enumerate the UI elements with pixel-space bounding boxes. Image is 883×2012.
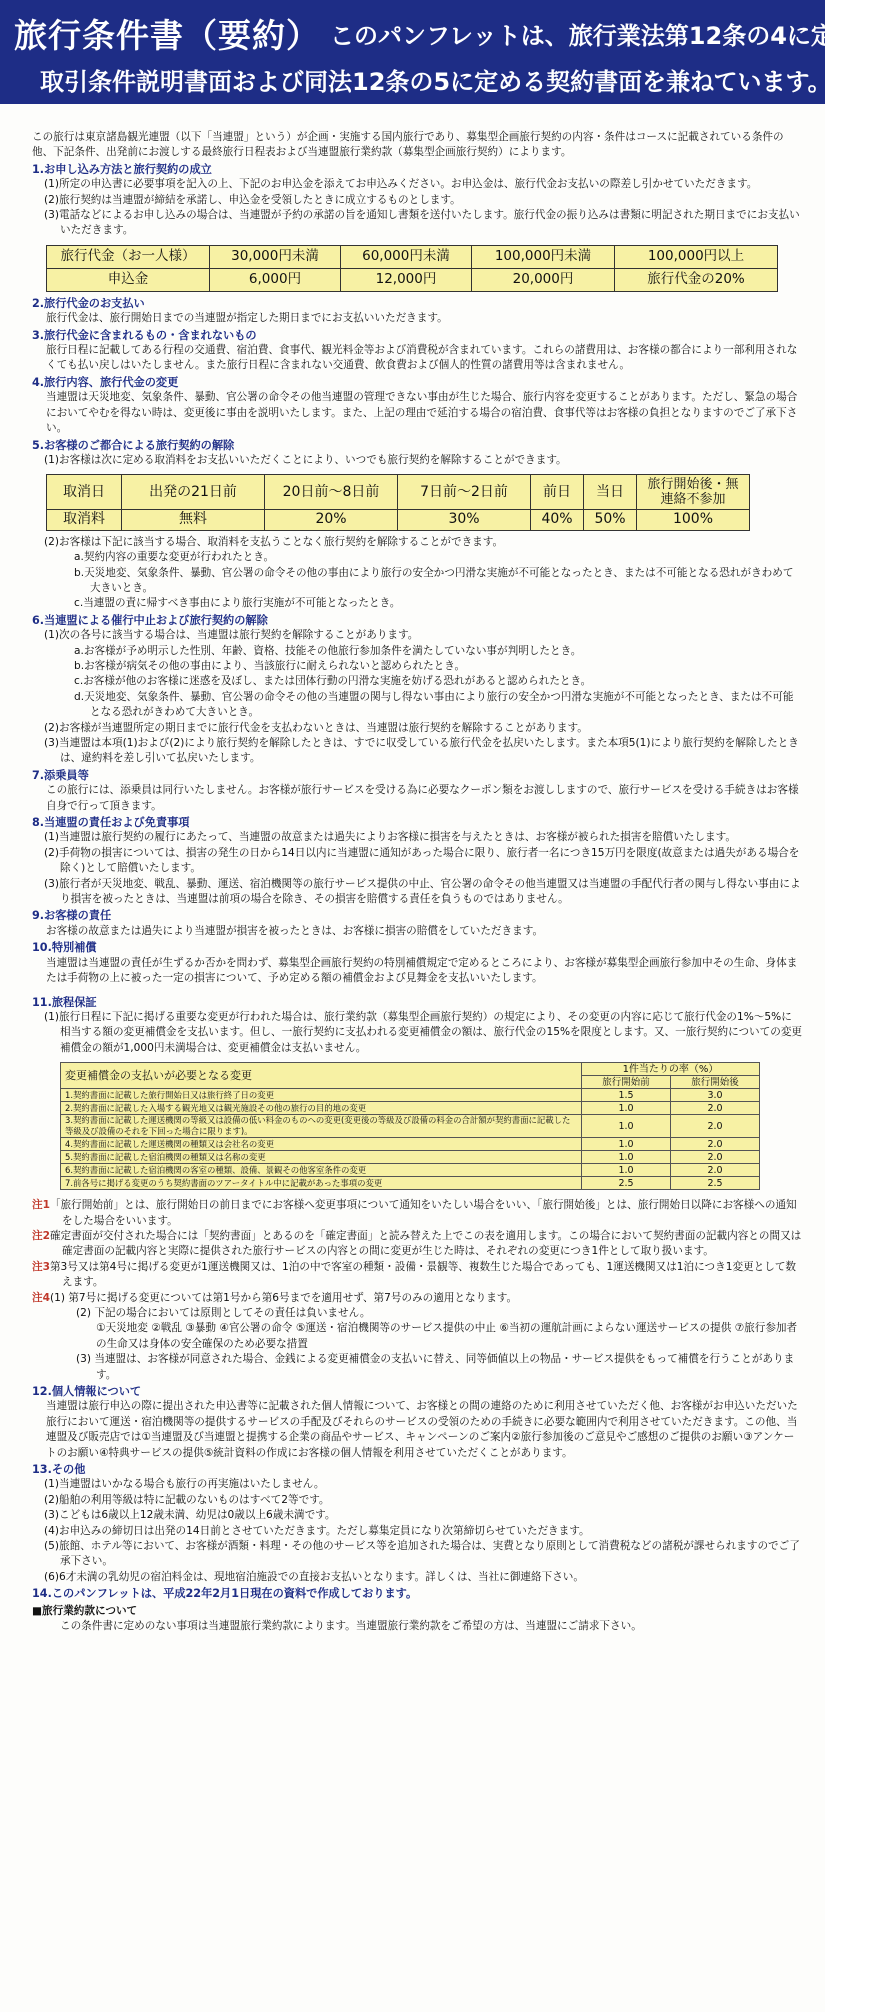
note-4 <box>32 1291 802 1306</box>
section-14-heading: 14.このパンフレットは、平成22年2月1日現在の資料で作成しております。 <box>32 1587 418 1601</box>
table-cell: 1.契約書面に記載した旅行開始日又は旅行終了日の変更 <box>61 1089 582 1102</box>
table-cell: 無料 <box>122 510 265 530</box>
table-cell: 5.契約書面に記載した宿泊機関の種類又は名称の変更 <box>61 1151 582 1164</box>
table-cell: 20日前～8日前 <box>265 475 398 510</box>
section-7-text: この旅行には、添乗員は同行いたしません。お客様が旅行サービスを受ける為に必要なクーポン類をお渡ししますので、旅行サービスを受ける手続きはお客様自身で行って頂きます。 <box>46 784 799 812</box>
document-title: 旅行条件書（要約） <box>14 16 320 55</box>
section-11-text: (1)旅行日程に下記に掲げる重要な変更が行われた場合は、旅行業約款（募集型企画旅行契約）の規定により、その変更の内容に応じて旅行代金の1%～5%に相当する額の変更補償金を支払います。但し、一旅行契約に支払われる変更補償金の額は、旅行代金の15%を限度とします。又、一旅行契約についての変更補償金の額が1,000円未満場合は、変更補償金は支払いません。 <box>44 1010 803 1054</box>
table-cell: 取消料 <box>47 510 122 530</box>
section-6-sub: d.天災地変、気象条件、暴動、官公署の命令その他の当連盟の関与し得ない事由により旅行の安全かつ円滑な実施が不可能となったとき、または不可能となる恐れがきわめて大きいとき。 <box>74 690 794 719</box>
table-cell: 出発の21日前 <box>122 475 265 510</box>
note-2 <box>32 1229 802 1260</box>
table-cell: 3.0 <box>671 1089 760 1102</box>
section-1-item: (1)所定の申込書に必要事項を記入の上、下記のお申込金を添えてお申込みください。お申込金は、旅行代金お支払いの際差し引かせていただきます。 <box>44 178 758 191</box>
note-4-item: (2) 下記の場合においては原則としてその責任は負いません。 <box>76 1306 371 1319</box>
section-5-heading: 5.お客様のご都合による旅行契約の解除 <box>32 438 235 452</box>
table-row <box>61 1177 760 1190</box>
table-cell: 50% <box>584 510 637 530</box>
section-13-item: (3)こどもは6歳以上12歳未満、幼児は0歳以上6歳未満です。 <box>44 1509 336 1522</box>
table-cell: 20% <box>265 510 398 530</box>
table-cell: 当日 <box>584 475 637 510</box>
table-cell: 1.0 <box>582 1138 671 1151</box>
section-13-heading: 13.その他 <box>32 1463 86 1477</box>
note-4-item: ①天災地変 ②戦乱 ③暴動 ④官公署の命令 ⑤運送・宿泊機関等のサービス提供の中止 ⑥当初の運航計画によらない運送サービスの提供 ⑦旅行参加者の生命又は身体の安全確保のため必要な措置 <box>96 1322 798 1350</box>
table-cell: 1.0 <box>582 1164 671 1177</box>
table-cell: 7日前～2日前 <box>398 475 531 510</box>
section-3-text: 旅行日程に記載してある行程の交通費、宿泊費、食事代、観光料金等および消費税が含まれています。これらの諸費用は、お客様の都合により一部利用されなくても払い戻しはいたしません。また旅行日程に含まれない交通費、飲食費および個人的性質の諸費用等は含まれません。 <box>46 344 798 372</box>
table-row <box>47 268 778 291</box>
table-cell: 1.0 <box>582 1115 671 1138</box>
table-cell: 1.5 <box>582 1089 671 1102</box>
note-tag: 注4 <box>32 1291 50 1304</box>
table-cell: 2.5 <box>582 1177 671 1190</box>
table-row <box>61 1089 760 1102</box>
table-cell: 6,000円 <box>210 268 341 291</box>
section-9-heading: 9.お客様の責任 <box>32 909 112 923</box>
note-tag: 注1 <box>32 1199 50 1212</box>
section-6-p3: (3)当連盟は本項(1)および(2)により旅行契約を解除したときは、すでに収受している旅行代金を払戻いたします。また本項5(1)により旅行契約を解除したときは、違約料を差し引いて払戻いたします。 <box>44 737 799 765</box>
section-7-heading: 7.添乗員等 <box>32 768 89 782</box>
table-header: 旅行開始前 <box>582 1076 671 1089</box>
table-row <box>61 1115 760 1138</box>
table-header: 変更補償金の支払いが必要となる変更 <box>61 1063 582 1089</box>
section-6-heading: 6.当連盟による催行中止および旅行契約の解除 <box>32 613 268 627</box>
note-1 <box>32 1198 802 1229</box>
table-cell: 1.0 <box>582 1151 671 1164</box>
section-8-item: (1)当連盟は旅行契約の履行にあたって、当連盟の故意または過失によりお客様に損害を与えたときは、お客様が被られた損害を賠償いたします。 <box>44 831 736 844</box>
table-cell: 100,000円以上 <box>615 245 778 268</box>
table-row <box>47 475 750 510</box>
note-tag: 注2 <box>32 1229 50 1242</box>
banner-line-1: このパンフレットは、旅行業法第12条の4に定める <box>330 22 883 50</box>
table-cell: 100% <box>637 510 750 530</box>
note-text: 確定書面が交付された場合には「契約書面」とあるのを「確定書面」と読み替えた上でこの表を適用します。この場合において契約書面の記載内容との間又は確定書面の記載内容と実際に提供された旅行サービスの内容との間に変更が生じた時は、それぞれの変更につき1件として取り扱います。 <box>49 1229 802 1258</box>
table-row <box>61 1102 760 1115</box>
table-cell: 30% <box>398 510 531 530</box>
section-5-p1: (1)お客様は次に定める取消料をお支払いいただくことにより、いつでも旅行契約を解除することができます。 <box>44 453 567 466</box>
table-cell: 旅行代金（お一人様） <box>47 245 210 268</box>
table-cell: 2.0 <box>671 1115 760 1138</box>
section-10-text: 当連盟は当連盟の責任が生ずるか否かを問わず、募集型企画旅行契約の特別補償規定で定めるところにより、お客様が募集型企画旅行参加中その生命、身体または手荷物の上に被った一定の損害について、予め定める額の補償金および見舞金を支払いいたします。 <box>46 956 798 985</box>
table-cell: 2.0 <box>671 1138 760 1151</box>
section-9-text: お客様の故意または過失により当連盟が損害を被ったときは、お客様に損害の賠償をしていただきます。 <box>46 924 544 937</box>
table-cell: 2.契約書面に記載した入場する観光地又は観光施設その他の旅行の目的地の変更 <box>61 1102 582 1115</box>
document-body <box>32 130 802 1635</box>
section-6-sub: c.お客様が他のお客様に迷惑を及ぼし、または団体行動の円滑な実施を妨げる恐れがあると認められたとき。 <box>74 675 592 688</box>
section-5-sub: c.当連盟の責に帰すべき事由により旅行実施が不可能となったとき。 <box>74 597 401 610</box>
section-4-text: 当連盟は天災地変、気象条件、暴動、官公署の命令その他当連盟の管理できない事由が生じた場合、旅行内容を変更することがあります。ただし、緊急の場合においてやむを得ない時は、変更後に事由を説明いたします。また、上記の理由で延泊する場合の宿泊費、食事代等はお客様の負担となりますのでご了承下さい。 <box>46 391 798 435</box>
section-12-heading: 12.個人情報について <box>32 1385 142 1398</box>
table-row <box>47 245 778 268</box>
table-row <box>61 1151 760 1164</box>
table-cell: 旅行開始後・無連絡不参加 <box>637 475 750 510</box>
section-1-item: (2)旅行契約は当連盟が締結を承諾し、申込金を受領したときに成立するものとします。 <box>44 193 461 206</box>
note-3 <box>32 1260 802 1291</box>
table-cell: 100,000円未満 <box>472 245 615 268</box>
note-text: 「旅行開始前」とは、旅行開始日の前日までにお客様へ変更事項について通知をいたしい場合をいい、「旅行開始後」とは、旅行開始日以降にお客様への通知をした場合をいいます。 <box>49 1199 797 1227</box>
note-4-item: (3) 当連盟は、お客様が同意された場合、金銭による変更補償金の支払いに替え、同等価値以上の物品・サービス提供をもって補償を行うことがあります。 <box>76 1353 795 1381</box>
table-cell: 1.0 <box>582 1102 671 1115</box>
section-13-item: (5)旅館、ホテル等において、お客様が酒類・料理・その他のサービス等を追加された場合は、実費となり原則として消費税などの諸税が課せられますのでご了承下さい。 <box>44 1540 800 1568</box>
note-text: (1) 第7号に掲げる変更については第1号から第6号までを適用せず、第7号のみの適用となります。 <box>49 1291 518 1304</box>
section-8-item: (3)旅行者が天災地変、戦乱、暴動、運送、宿泊機関等の旅行サービス提供の中止、官公署の命令その他当連盟又は当連盟の手配代行者の関与し得ない事由により損害を被ったときは、当連盟は前項の場合を除き、その損害を賠償する責任を負うものではありません。 <box>44 877 801 906</box>
note-text: 第3号又は第4号に掲げる変更が1運送機関又は、1泊の中で客室の種類・設備・景観等、複数生じた場合であっても、1運送機関又は1泊につき1変更として数えます。 <box>49 1260 797 1289</box>
section-1-item: (3)電話などによるお申し込みの場合は、当連盟が予約の承諾の旨を通知し書類を送付いたします。旅行代金の振り込みは書類に明記された期日までにお支払いいただきます。 <box>44 209 800 237</box>
table-cell: 6.契約書面に記載した宿泊機関の客室の種類、設備、景観その他客室条件の変更 <box>61 1164 582 1177</box>
banner-line-2: 取引条件説明書面および同法12条の5に定める契約書面を兼ねています。 <box>40 68 832 96</box>
table-cell: 2.0 <box>671 1151 760 1164</box>
section-8-item: (2)手荷物の損害については、損害の発生の日から14日以内に当連盟に通知があった場合に限り、旅行者一名につき15万円を限度(故意または過失がある場合を除く)として賠償いたします。 <box>44 846 800 875</box>
section-6-sub: b.お客様が病気その他の事由により、当該旅行に耐えられないと認められたとき。 <box>74 659 466 672</box>
table-cell: 前日 <box>531 475 584 510</box>
section-13-item: (6)6才未満の乳幼児の宿泊料金は、現地宿泊施設での直接お支払いとなります。詳しくは、当社に御連絡下さい。 <box>44 1570 584 1583</box>
deposit-table <box>46 245 778 292</box>
section-12-text: 当連盟は旅行申込の際に提出された申込書等に記載された個人情報について、お客様との間の連絡のために利用させていただく他、お客様がお申込いただいた旅行において運送・宿泊機関等の提供するサービスの手配及びそれらのサービスの受領のための手続きに必要な範囲内で利用させていただきます。この他、当連盟及び販売店では①当連盟及び当連盟と提携する企業の商品やサービス、キャンペーンのご案内②旅行参加後のご意見やご感想のご提供のお願い③アンケートのお願い④特典サービスの提供⑤統計資料の作成にお客様の個人情報を利用させていただくことがあります。 <box>46 1400 798 1459</box>
section-6-p2: (2)お客様が当連盟所定の期日までに旅行代金を支払わないときは、当連盟は旅行契約を解除することがあります。 <box>44 721 588 734</box>
table-cell: 30,000円未満 <box>210 245 341 268</box>
table-cell: 12,000円 <box>341 268 472 291</box>
section-3-heading: 3.旅行代金に含まれるもの・含まれないもの <box>32 328 257 342</box>
section-5-sub: a.契約内容の重要な変更が行われたとき。 <box>74 551 275 564</box>
table-cell: 2.0 <box>671 1164 760 1177</box>
section-1-heading: 1.お申し込み方法と旅行契約の成立 <box>32 162 212 176</box>
section-13-item: (4)お申込みの締切日は出発の14日前とさせていただきます。ただし募集定員になり次第締切らせていただきます。 <box>44 1524 590 1537</box>
section-8-heading: 8.当連盟の責任および免責事項 <box>32 816 190 830</box>
footer-text: この条件書に定めのない事項は当連盟旅行業約款によります。当連盟旅行業約款をご希望の方は、当連盟にご請求下さい。 <box>60 1620 642 1633</box>
table-cell: 2.0 <box>671 1102 760 1115</box>
section-5-sub: b.天災地変、気象条件、暴動、官公署の命令その他の事由により旅行の安全かつ円滑な実施が不可能となったとき、または不可能となる恐れがきわめて大きいとき。 <box>74 566 794 594</box>
table-cell: 取消日 <box>47 475 122 510</box>
table-header: 旅行開始後 <box>671 1076 760 1089</box>
section-13-item: (2)船舶の利用等級は特に記載のないものはすべて2等です。 <box>44 1493 330 1506</box>
table-cell: 20,000円 <box>472 268 615 291</box>
intro-text: この旅行は東京諸島観光連盟（以下「当連盟」という）が企画・実施する国内旅行であり、募集型企画旅行契約の内容・条件はコースに記載されている条件の他、下記条件、出発前にお渡しする最終旅行日程表および当連盟旅行業約款（募集型企画旅行契約）によります。 <box>32 131 784 159</box>
header-banner <box>0 0 883 104</box>
table-row <box>61 1063 760 1076</box>
section-5-p2: (2)お客様は下記に該当する場合、取消料を支払うことなく旅行契約を解除することができます。 <box>44 535 504 548</box>
change-compensation-table <box>60 1062 760 1190</box>
section-2-text: 旅行代金は、旅行開始日までの当連盟が指定した期日までにお支払いいただきます。 <box>46 312 448 325</box>
table-header: 1件当たりの率（%） <box>582 1063 760 1076</box>
table-cell: 申込金 <box>47 268 210 291</box>
cancellation-fee-table <box>46 474 750 530</box>
table-row <box>61 1138 760 1151</box>
section-11-heading: 11.旅程保証 <box>32 995 97 1009</box>
section-10-heading: 10.特別補償 <box>32 941 97 955</box>
section-2-heading: 2.旅行代金のお支払い <box>32 296 145 310</box>
note-tag: 注3 <box>32 1260 50 1273</box>
table-cell: 4.契約書面に記載した運送機関の種類又は会社名の変更 <box>61 1138 582 1151</box>
section-6-p1: (1)次の各号に該当する場合は、当連盟は旅行契約を解除することがあります。 <box>44 629 419 642</box>
section-6-sub: a.お客様が予め明示した性別、年齢、資格、技能その他旅行参加条件を満たしていない事が判明したとき。 <box>74 644 582 657</box>
section-4-heading: 4.旅行内容、旅行代金の変更 <box>32 375 179 389</box>
table-cell: 旅行代金の20% <box>615 268 778 291</box>
table-cell: 60,000円未満 <box>341 245 472 268</box>
footer-heading: ■旅行業約款について <box>32 1604 138 1617</box>
section-13-item: (1)当連盟はいかなる場合も旅行の再実施はいたしません。 <box>44 1478 325 1491</box>
table-cell: 40% <box>531 510 584 530</box>
table-cell: 2.5 <box>671 1177 760 1190</box>
table-cell: 3.契約書面に記載した運送機関の等級又は設備の低い料金のものへの変更(変更後の等級及び設備の料金の合計額が契約書面に記載した等級及び設備のそれを下回った場合に限ります)。 <box>61 1115 582 1138</box>
table-row <box>61 1164 760 1177</box>
table-row <box>47 510 750 530</box>
table-cell: 7.前各号に掲げる変更のうち契約書面のツアータイトル中に記載があった事項の変更 <box>61 1177 582 1190</box>
